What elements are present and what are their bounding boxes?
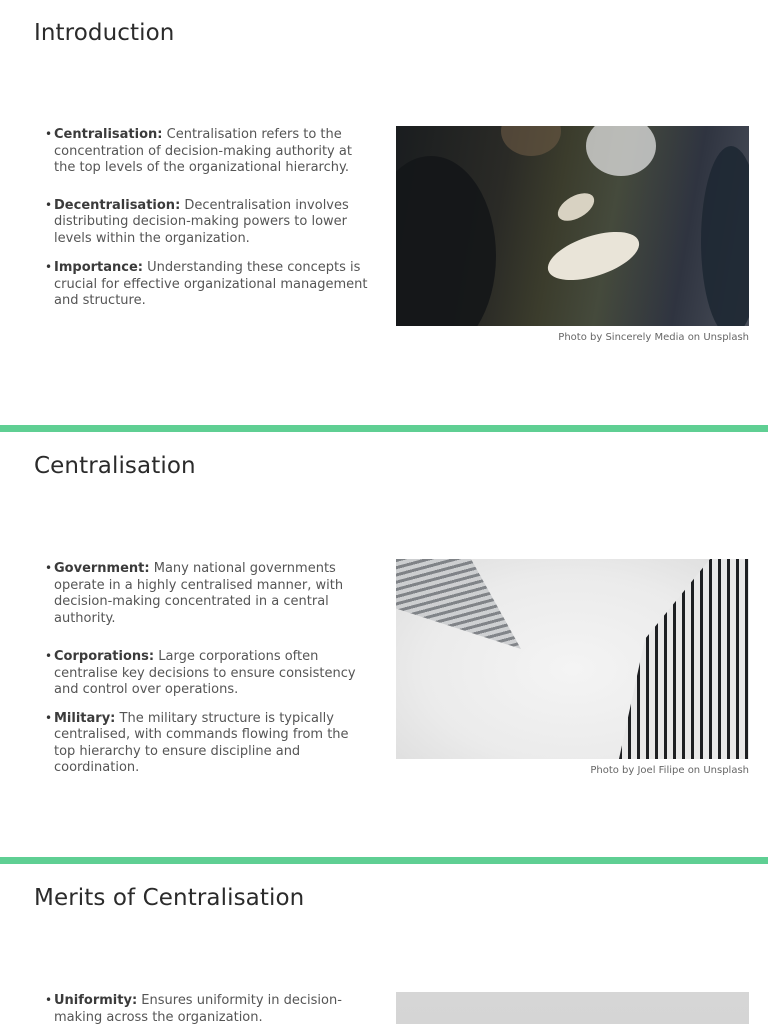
- bullet-item: [44, 260, 372, 310]
- bullet-item: [44, 127, 372, 177]
- slide-centralisation: [0, 432, 768, 858]
- bullet-text: Ensures uniformity in decision-making across the organization.: [54, 993, 342, 1024]
- bullet-item: [44, 649, 372, 699]
- slide-title: Introduction: [34, 20, 175, 46]
- bullet-term: Decentralisation:: [54, 197, 181, 213]
- bullet-list: [44, 127, 372, 310]
- bullet-term: Military:: [54, 710, 116, 726]
- slide-divider: [0, 857, 768, 864]
- slide-divider: [0, 425, 768, 432]
- bullet-text: Decentralisation involves distributing decision-making powers to lower levels within the organization.: [54, 197, 349, 246]
- slide-title: Centralisation: [34, 453, 196, 479]
- building-right: [619, 559, 749, 759]
- photo-caption: Photo by Sincerely Media on Unsplash: [558, 332, 749, 343]
- bullet-item: [44, 561, 372, 627]
- bullet-item: [44, 993, 372, 1024]
- bullet-text: Understanding these concepts is crucial for effective organizational management and structure.: [54, 260, 368, 308]
- bullet-text: Centralisation refers to the concentration of decision-making authority at the top levels of the organizational hierarchy.: [54, 127, 352, 175]
- bullet-term: Government:: [54, 561, 150, 576]
- slide-introduction: [0, 0, 768, 426]
- slide-merits-of-centralisation: [0, 864, 768, 1024]
- bullet-term: Uniformity:: [54, 993, 138, 1008]
- bullet-text: Many national governments operate in a highly centralised manner, with decision-making concentrated in a central authority.: [54, 561, 344, 626]
- bullet-term: Corporations:: [54, 649, 155, 664]
- building-left: [396, 559, 521, 649]
- bullet-list: [44, 993, 372, 1024]
- photo-concrete-texture: [396, 992, 749, 1024]
- bullet-text: The military structure is typically centralised, with commands flowing from the top hierarchy to ensure discipline and coordination.: [54, 710, 349, 775]
- photo-audience-notebooks: [396, 126, 749, 326]
- bullet-list: [44, 561, 372, 777]
- photo-skyscrapers-fog: [396, 559, 749, 759]
- bullet-text: Large corporations often centralise key decisions to ensure consistency and control over operations.: [54, 649, 356, 697]
- bullet-term: Centralisation:: [54, 127, 163, 142]
- slide-title: Merits of Centralisation: [34, 885, 305, 911]
- photo-caption: Photo by Joel Filipe on Unsplash: [590, 765, 749, 776]
- bullet-item: [44, 711, 372, 777]
- bullet-term: Importance:: [54, 260, 143, 275]
- bullet-item: [44, 198, 372, 248]
